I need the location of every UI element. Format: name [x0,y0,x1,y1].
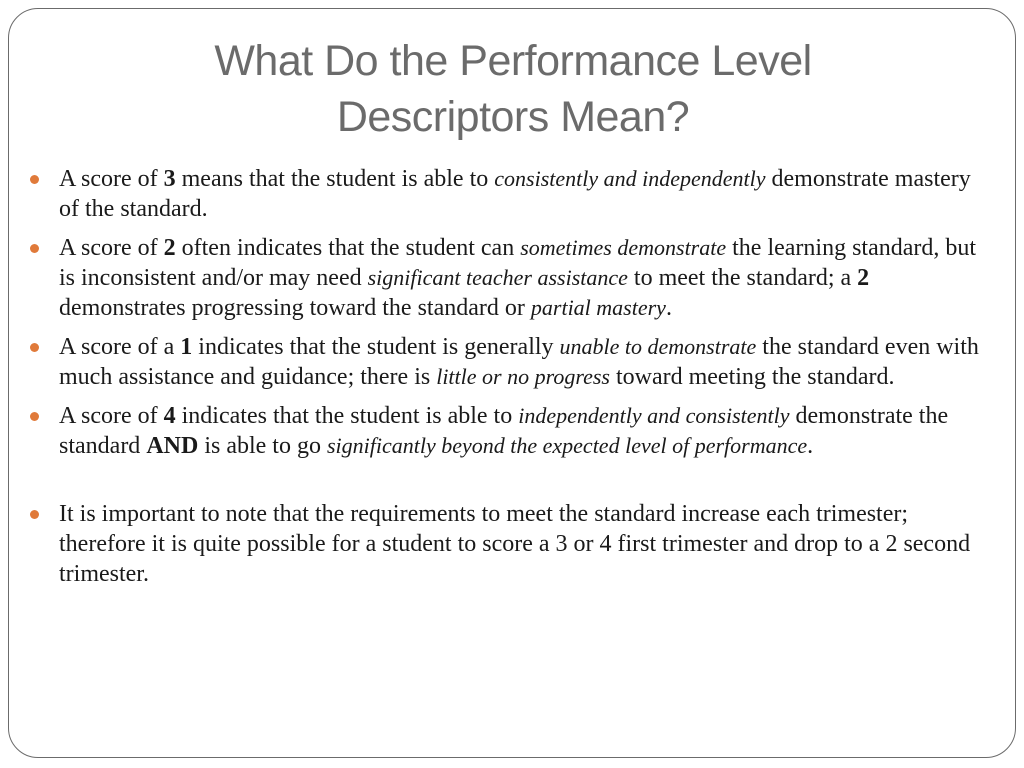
bullet-italic-text: partial mastery [530,295,666,320]
bullet-dot-icon [30,412,39,421]
bullet-text-run: A score of [59,403,164,429]
bullet-bold-text: 4 [163,403,176,429]
bullet-bold-text: 2 [163,235,176,261]
bullet-italic-text: consistently and independently [494,166,766,191]
bullet-text-run: often indicates that the student can [175,235,521,261]
bullet-important-note [9,499,1009,589]
bullet-italic-text: sometimes demonstrate [520,235,727,260]
bullet-score-3 [9,164,1009,224]
bullet-score-4 [9,401,1009,461]
bullet-text [59,166,971,222]
bullet-bold-text: AND [146,433,199,459]
bullet-text-run: the learning standard, but is inconsistent and/or may need [59,235,977,291]
bullet-italic-text: independently and consistently [518,403,790,428]
bullet-list [9,164,1009,598]
bullet-text [59,403,948,459]
slide [8,8,1016,758]
bullet-text [59,334,979,390]
bullet-text [59,235,976,321]
bullet-score-2 [9,233,1009,323]
bullet-text-run: demonstrates progressing toward the standard or [59,295,531,321]
bullet-text-run: demonstrate mastery of the standard. [59,166,971,222]
slide-title [9,33,1016,145]
bullet-dot-icon [30,175,39,184]
bullet-text-run: A score of a [59,334,181,360]
bullet-dot-icon [30,343,39,352]
bullet-text-run: to meet the standard; a [627,265,858,291]
bullet-text-run: toward meeting the standard. [609,364,895,390]
bullet-text-run: . [665,295,672,321]
bullet-text [59,501,970,587]
bullet-bold-text: 1 [180,334,193,360]
bullet-italic-text: unable to demonstrate [559,334,757,359]
bullet-italic-text: significant teacher assistance [367,265,628,290]
bullet-text-run: . [807,433,814,459]
bullet-text-run: means that the student is able to [175,166,495,192]
bullet-text-run: demonstrate the standard [59,403,949,459]
bullet-text-run: indicates that the student is generally [192,334,560,360]
bullet-dot-icon [30,510,39,519]
title-line-2: Descriptors Mean? [336,93,690,141]
bullet-bold-text: 3 [163,166,176,192]
bullet-dot-icon [30,244,39,253]
bullet-italic-text: little or no progress [436,364,610,389]
bullet-text-run: It is important to note that the requirements to meet the standard increase each trimester; therefore it is quite possible for a student to score a 3 or 4 first trimester and drop to a 2 second trimester. [59,501,971,587]
bullet-text-run: indicates that the student is able to [175,403,519,429]
bullet-italic-text: significantly beyond the expected level of performance [326,433,808,458]
title-line-1: What Do the Performance Level [214,37,812,85]
bullet-text-run: A score of [59,235,164,261]
bullet-score-1 [9,332,1009,392]
bullet-text-run: A score of [59,166,164,192]
bullet-text-run: the standard even with much assistance and guidance; there is [59,334,979,390]
bullet-text-run: is able to go [198,433,327,459]
bullet-bold-text: 2 [857,265,870,291]
